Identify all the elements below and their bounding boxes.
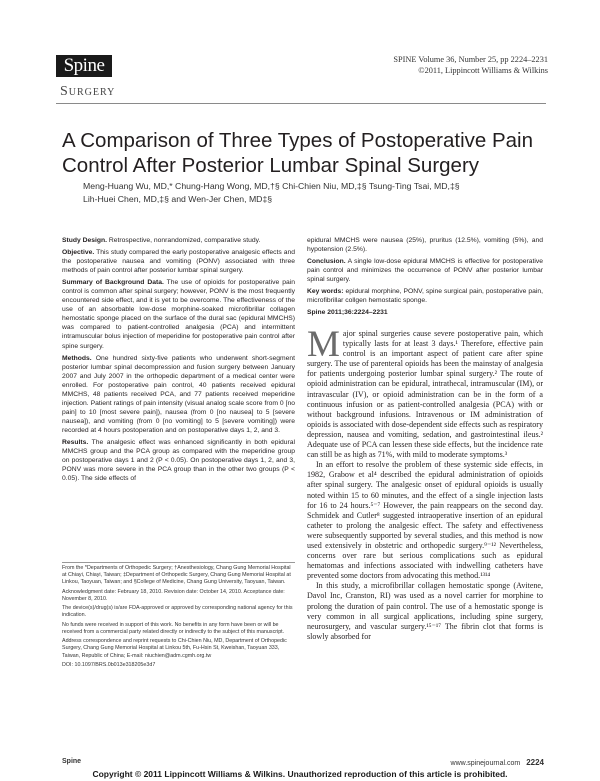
footer-right: [451, 758, 544, 767]
footer-website-link[interactable]: www.spinejournal.com: [450, 760, 521, 767]
abstract-right-column: [307, 236, 543, 320]
results-label: Results.: [62, 438, 89, 446]
footnote-affiliations: From the *Departments of Orthopedic Surgery; †Anesthesiology, Chang Gung Memorial Hospital at Chiayi, Chiayi, Taiwan; ‡Department of Orthopedic Surgery, Chang Gung Memorial Hospital at Linkou, Taoyuan, Taiwan; and §College of Medicine, Chang Gung University, Taoyuan, Taiwan.: [62, 565, 291, 586]
abstract-results-continued: epidural MMCHS were nausea (25%), pruritus (12.5%), vomiting (5%), and hypotension (2.5%).: [307, 237, 543, 254]
citation-copyright: ©2011, Lippincott Williams & Wilkins: [418, 65, 548, 75]
footnote-correspondence: Address correspondence and reprint requests to Chi-Chien Niu, MD, Department of Orthopedic Surgery, Chang Gung Memorial Hospital at Linkou 5th, Fu-Hsin St, Kweishan, Taoyuan 333, Taiwan, Republic of China; E-mail: niuchien@adm.cgmh.org.tw: [62, 638, 287, 659]
author-list: [83, 180, 503, 205]
citation-volume: SPINE Volume 36, Number 25, pp 2224–2231: [393, 55, 548, 64]
background-text: The use of opioids for postoperative pain control is common after spinal surgery; however, PONV is the most frequently encountered side effect, and it is yet to be overcome. The effectiveness of the use of an absorbable low-dose morphine-soaked microfibrillar collagen hemostatic sponge placed on the surface of the dural sac (epidural MMCHS) was compared to patient-controlled analgesia (PCA) and intermittent intramuscular bolus injection of meperidine for postoperative pain control after spine surgery.: [62, 279, 295, 350]
abstract-conclusion: [307, 257, 543, 284]
journal-citation: [393, 55, 548, 76]
abstract-keywords: [307, 287, 543, 305]
body-paragraph-3: In this study, a microfibrillar collagen hemostatic sponge (Avitene, Davol Inc, Cranston, RI) was used as a novel carrier for morphine to prolong the duration of pain control. The use of a hemostatic sponge is very common in all surgical applications, including spine surgery, neurosurgery, and vascular surgery.¹⁵⁻¹⁷ The fibrin clot that forms is slowly absorbed for: [307, 581, 543, 641]
article-title: A Comparison of Three Types of Postoperative Pain Control After Posterior Lumbar Spinal Surgery: [62, 129, 534, 177]
footnote-dates: Acknowledgment date: February 18, 2010. Revision date: October 14, 2010. Acceptance date: November 8, 2010.: [62, 588, 285, 602]
copyright-notice: Copyright © 2011 Lippincott Williams & Wilkins. Unauthorized reproduction of this article is prohibited.: [92, 769, 508, 779]
study-design-text: Retrospective, nonrandomized, comparative study.: [108, 237, 261, 244]
footnote-doi: DOI: 10.1097/BRS.0b013e318205e3d7: [62, 662, 156, 669]
abstract-objective: [62, 248, 295, 275]
keywords-text: epidural morphine, PONV, spine surgical pain, postoperative pain, microfibrillar collgen hemostatic sponge.: [307, 288, 543, 305]
keywords-label: Key words:: [307, 288, 344, 296]
footnote-funds: No funds were received in support of this work. No benefits in any form have been or will be received from a commercial party related directly or indirectly to the subject of this manuscript.: [62, 621, 285, 635]
objective-label: Objective.: [62, 249, 95, 257]
body-paragraph-1: [307, 324, 543, 460]
background-label: Summary of Background Data.: [62, 279, 164, 287]
objective-text: This study compared the early postoperative analgesic effects and the postoperative nausea and vomiting (PONV) associated with three methods of pain control after posterior lumbar spinal surgery.: [62, 249, 295, 275]
abstract-citation: [307, 308, 543, 317]
journal-logo: Spine: [56, 55, 112, 77]
abstract-study-design: [62, 236, 295, 245]
body-paragraph-2: In an effort to resolve the problem of these systemic side effects, in 1982, Grabow et al⁴ described the epidural administration of opioids after spinal surgery. The analgesic onset of epidural opioids is usually noted within 15 to 60 minutes, and the effect of a single injection lasts for 16 to 24 hours.⁵⁻⁷ However, the pain reappears on the second day. Schmidek and Cutler⁸ suggested intraoperative insertion of an epidural catheter to prolong the analgesic effect. The safety and effectiveness were subsequently supported by several studies, and this method is now used extensively in obstetric and orthopedic surgery.⁹⁻¹² Nevertheless, concerns over rare but serious complications such as epidural hematomas and infections associated with indwelling catheters have prevented some doctors from advocating this method.¹³¹⁴: [307, 460, 543, 581]
body-text: [307, 324, 543, 642]
section-label: Surgery: [60, 84, 116, 99]
methods-label: Methods.: [62, 354, 92, 362]
conclusion-label: Conclusion.: [307, 258, 346, 266]
header-divider: [56, 103, 546, 104]
abstract-left-column: [62, 236, 295, 486]
footer-journal-name: Spine: [62, 758, 82, 765]
spine-reference: Spine 2011;36:2224–2231: [307, 309, 388, 317]
authors-line-1: Meng-Huang Wu, MD,* Chung-Hang Wong, MD,†§ Chi-Chien Niu, MD,‡§ Tsung-Ting Tsai, MD,‡§: [83, 181, 460, 191]
methods-text: One hundred sixty-five patients who underwent short-segment posterior lumbar spinal decompression and fusion surgery between January 2007 and July 2007 in the orthopedic department of a medical center were enrolled. For postoperative pain control, 40 patients received epidural MMCHS, 48 patients received PCA, and 77 patients received meperidine injection. Patient ratings of pain intensity (visual analog scale score from 0 [no pain] to 10 [most severe pain]), nausea (from 0 [no nausea] to 5 [severe nausea]), and vomiting (from 0 [no vomiting] to 5 [severe vomiting]) were recorded at 4 hours postoperation and on postoperative days 1, 2, and 3.: [62, 354, 295, 434]
results-text: The analgesic effect was enhanced significantly in both epidural MMCHS group and the PCA group as compared with the meperidine group on postoperative days 1 and 2 (P < 0.05). On postoperative days 1, 2, and 3, PONV was more severe in the PCA group than in the other two groups (P < 0.05). The side effects of: [62, 438, 295, 483]
abstract-results: [62, 438, 295, 483]
page-number: 2224: [526, 758, 544, 767]
footnote-device: The device(s)/drug(s) is/are FDA-approved or approved by corresponding national agency for this indication.: [62, 605, 293, 619]
paragraph-1-text: ajor spinal surgeries cause severe postoperative pain, which typically lasts for at least 3 days.¹ Therefore, effective pain control is an important aspect of patient care after spine surgery. The use of parenteral opioids has been the mainstay of analgesia for patients undergoing posterior lumbar spinal surgery.² The route of opioid administration can be epidural, intrathecal, intramuscular (IM), or intravascular (IV), or opioid administration can be in the form of a continuous infusion or as patient-controlled analgesia (PCA) with or without background infusions. Intravenous or IM administration of opioids is associated with dose-dependent side effects such as respiratory depression, nausea and vomiting, sedation, and gastrointestinal ileus.² Adequate use of PCA can lessen these side effects, but the incidence rate can still be as high as 71%, with mild to moderate symptoms.³: [307, 329, 543, 460]
footnotes: [62, 565, 295, 672]
study-design-label: Study Design.: [62, 237, 108, 244]
drop-cap: M: [307, 324, 340, 365]
abstract-methods: [62, 354, 295, 435]
footnote-divider: [62, 562, 295, 563]
authors-line-2: Lih-Huei Chen, MD,‡§ and Wen-Jer Chen, MD‡§: [83, 193, 273, 204]
conclusion-text: A single low-dose epidural MMCHS is effective for postoperative pain control and minimizes the occurrence of PONV after posterior lumbar spinal surgery.: [307, 258, 543, 284]
abstract-background: [62, 278, 295, 350]
